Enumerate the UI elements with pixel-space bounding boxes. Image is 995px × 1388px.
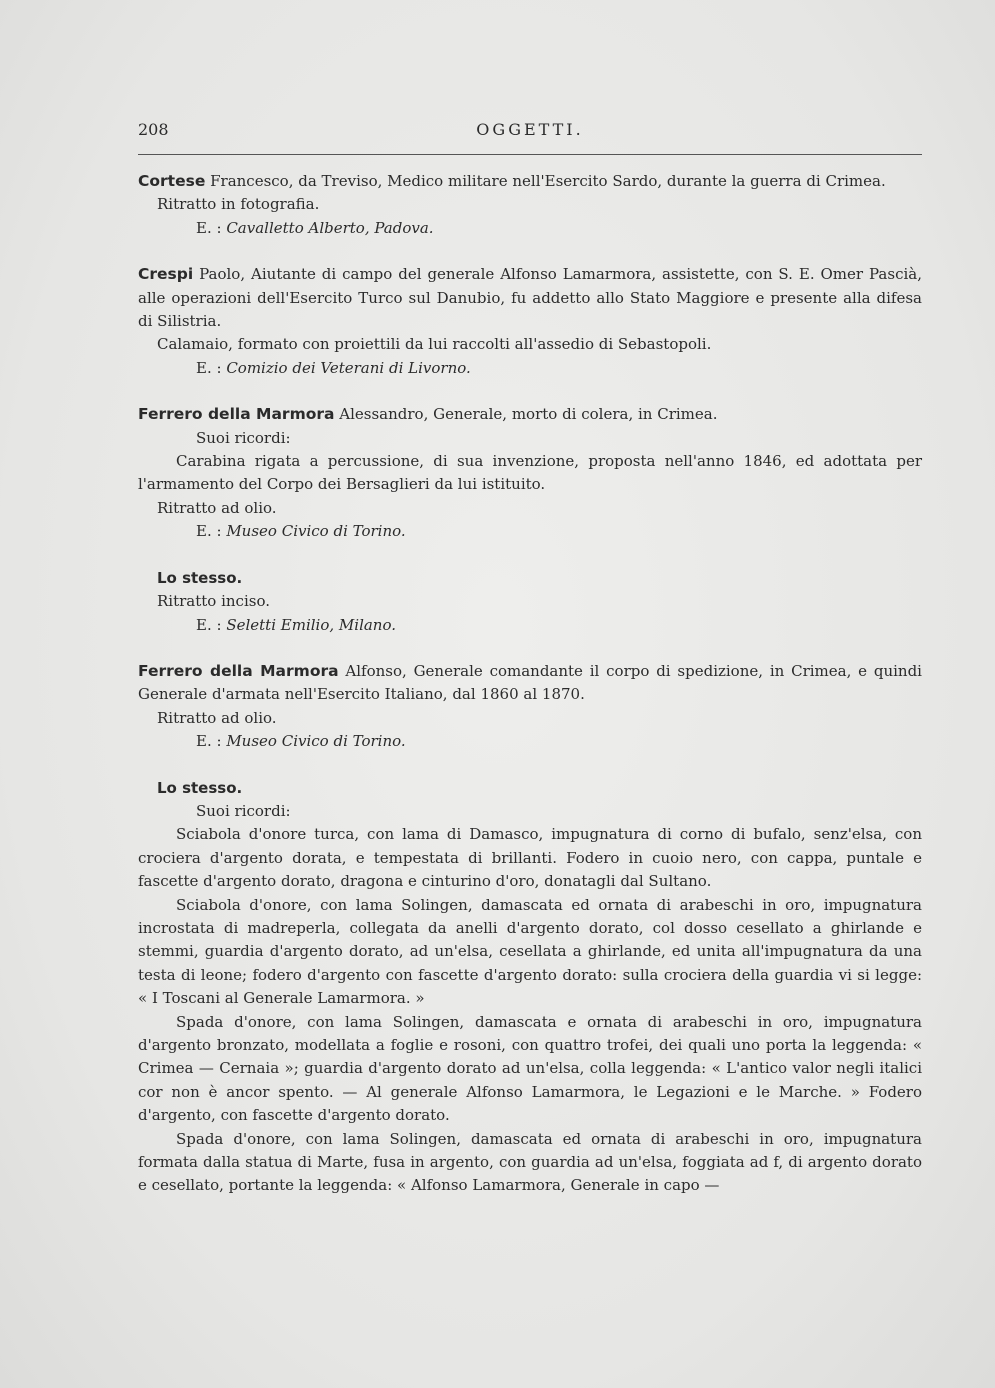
exhibitor-name: Museo Civico di Torino. — [226, 732, 406, 751]
exhibitor-name: Museo Civico di Torino. — [226, 522, 406, 541]
entry-line: Spada d'onore, con lama Solingen, damascata e ornata di arabeschi in oro, impugnatura d'argento bronzato, modellata a foglie e rosoni, con quattro trofei, dei quali uno porta la leggenda: « Crimea — Cernaia »; guardia d'argento dorato ad un'elsa, colla leggenda: « L'antico valor negli italici cor non è ancor spento. — Al generale Alfonso Lamarmora, le Legazioni e le Marche. » Fodero d'argento, con fascette d'argento dorato. — [138, 1012, 922, 1125]
exhibitor-label: E. : — [196, 615, 222, 634]
catalog-entry — [138, 567, 922, 637]
entry-heading — [138, 263, 922, 333]
exhibitor-name: Seletti Emilio, Milano. — [226, 615, 397, 634]
entry-name: Lo stesso. — [157, 778, 243, 797]
catalog-entry — [138, 263, 922, 380]
entry-heading — [138, 660, 922, 707]
exhibitor-line — [138, 520, 922, 543]
ricordi-label: Suoi ricordi: — [196, 801, 291, 820]
entry-line: Carabina rigata a percussione, di sua invenzione, proposta nell'anno 1846, ed adottata per l'armamento del Corpo dei Bersaglieri da lui istituito. — [138, 452, 922, 494]
exhibitor-line — [138, 614, 922, 637]
entry-line: Calamaio, formato con proiettili da lui raccolti all'assedio di Sebastopoli. — [157, 335, 712, 354]
exhibitor-line — [138, 730, 922, 753]
exhibitor-label: E. : — [196, 218, 222, 237]
entry-name: Lo stesso. — [157, 568, 243, 587]
ricordi-label: Suoi ricordi: — [196, 428, 291, 447]
entry-line: Ritratto inciso. — [157, 592, 270, 611]
exhibitor-label: E. : — [196, 358, 222, 377]
entry-intro: Paolo, Aiutante di campo del generale Alfonso Lamarmora, assistette, con S. E. Omer Pascià, alle operazioni dell'Esercito Turco sul Danubio, fu addetto allo Stato Maggiore e presente alla difesa di Silistria. — [138, 265, 922, 331]
entry-line: Ritratto ad olio. — [157, 708, 277, 727]
header-rule — [138, 154, 922, 155]
entry-name: Cortese — [138, 172, 206, 190]
entry-line: Ritratto ad olio. — [157, 498, 277, 517]
running-head: OGGETTI. — [476, 120, 584, 139]
page-header — [138, 120, 922, 140]
exhibitor-label: E. : — [196, 522, 222, 541]
entry-line: Sciabola d'onore turca, con lama di Damasco, impugnatura di corno di bufalo, senz'elsa, con crociera d'argento dorata, e tempestata di brillanti. Fodero in cuoio nero, con cappa, puntale e fascette d'argento dorato, dragona e cinturino d'oro, donatagli dal Sultano. — [138, 825, 922, 891]
catalog-entry — [138, 777, 922, 1198]
entry-intro: Alessandro, Generale, morto di colera, in Crimea. — [339, 405, 718, 424]
entry-intro: Francesco, da Treviso, Medico militare nell'Esercito Sardo, durante la guerra di Crimea. — [210, 172, 886, 190]
entry-line: Spada d'onore, con lama Solingen, damascata ed ornata di arabeschi in oro, impugnatura formata dalla statua di Marte, fusa in argento, con guardia ad un'elsa, foggiata ad f, di argento dorato e cesellato, portante la leggenda: « Alfonso Lamarmora, Generale in capo — — [138, 1129, 922, 1195]
catalog-entries — [138, 170, 922, 1221]
entry-intro: Alfonso, Generale comandante il corpo di spedizione, in Crimea, e quindi Generale d'armata nell'Esercito Italiano, dal 1860 al 1870. — [138, 661, 922, 704]
exhibitor-name: Comizio dei Veterani di Livorno. — [226, 358, 471, 377]
entry-line: Ritratto in fotografia. — [157, 195, 320, 214]
entry-heading — [138, 170, 922, 193]
catalog-entry — [138, 660, 922, 754]
exhibitor-name: Cavalletto Alberto, Padova. — [226, 218, 434, 237]
exhibitor-label: E. : — [196, 732, 222, 751]
entry-name: Ferrero della Marmora — [138, 661, 339, 680]
page-number: 208 — [138, 120, 169, 139]
catalog-entry — [138, 170, 922, 240]
entry-line: Sciabola d'onore, con lama Solingen, damascata ed ornata di arabeschi in oro, impugnatura incrostata di madreperla, collegata da anelli d'argento dorato, col dosso cesellato a ghirlande e stemmi, guardia d'argento dorato, ad un'elsa, cesellata a ghirlande, ed unita all'impugnatura da una testa di leone; fodero d'argento con fascette d'argento dorato: sulla crociera della guardia vi si legge: « I Toscani al Generale Lamarmora. » — [138, 895, 922, 1008]
exhibitor-line — [138, 357, 922, 380]
catalog-entry — [138, 403, 922, 543]
entry-heading — [138, 403, 922, 426]
entry-name: Ferrero della Marmora — [138, 405, 335, 424]
entry-name: Crespi — [138, 265, 194, 284]
exhibitor-line — [138, 217, 922, 240]
